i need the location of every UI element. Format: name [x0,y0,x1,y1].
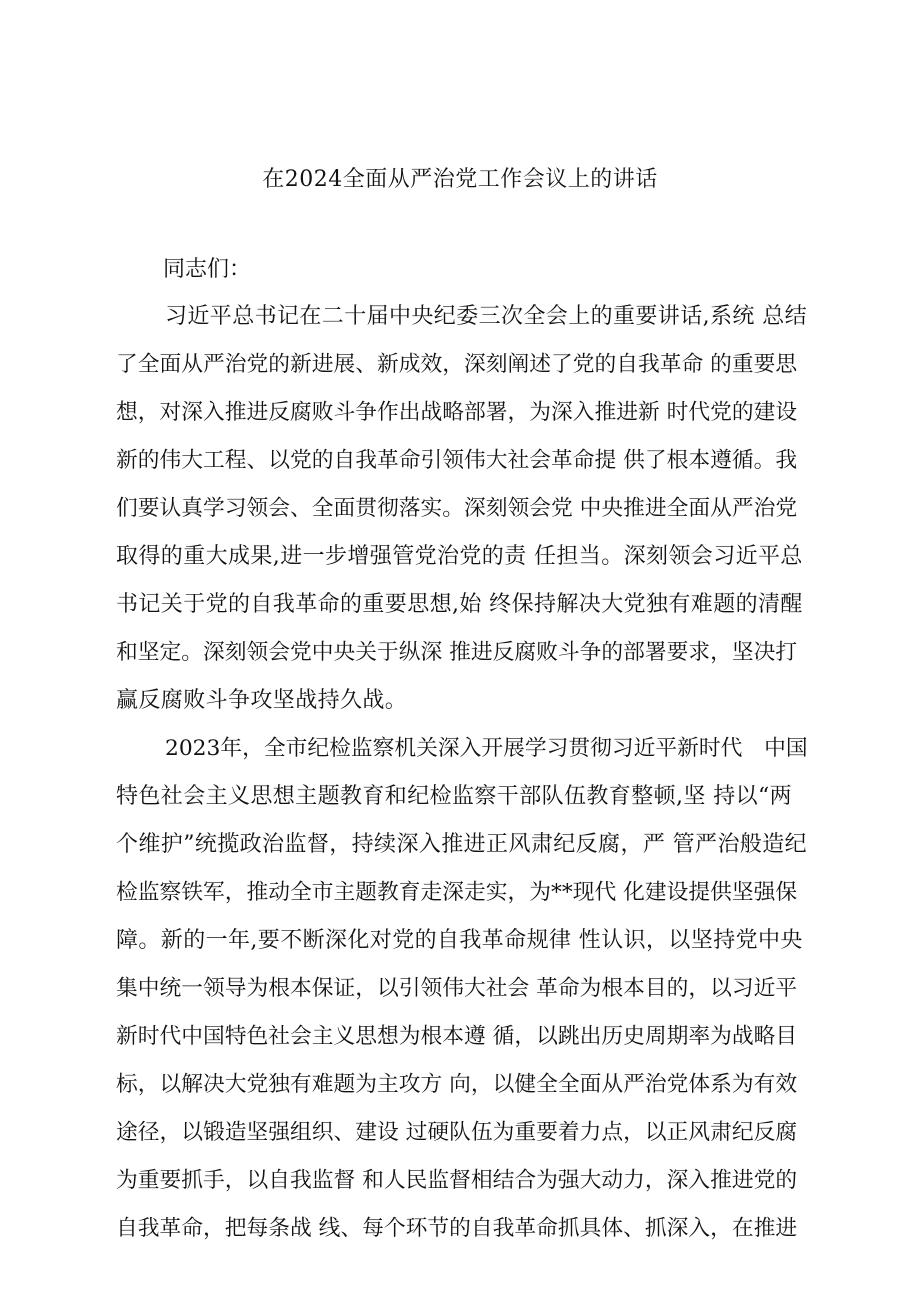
text-line: 集中统一领导为根本保证，以引领伟大社会 革命为根本目的，以习近平 [116,976,798,1001]
text-line: 书记关于党的自我革命的重要思想,始 终保持解决大党独有难题的清醒 [116,592,803,617]
salutation: 同志们： [163,257,252,282]
text-line: 新的伟大工程、以党的自我革命引领伟大社会革命提 供了根本遵循。我 [116,448,798,473]
text-line: 取得的重大成果,进一步增强管党治党的责 任担当。深刻领会习近平总 [116,544,803,569]
text-line: 新时代中国特色社会主义思想为根本遵 循，以跳出历史周期率为战略目 [116,1024,798,1049]
text-line: 想，对深入推进反腐败斗争作出战略部署，为深入推进新 时代党的建设 [116,400,798,425]
text-line: 和坚定。深刻领会党中央关于纵深 推进反腐败斗争的部署要求，坚决打 [116,640,798,665]
text-line: 途径，以锻造坚强组织、建设 过硬队伍为重要着力点，以正风肃纪反腐 [116,1120,798,1145]
text-line: 习近平总书记在二十届中央纪委三次全会上的重要讲话,系统 总结 [165,304,807,329]
text-line: 标，以解决大党独有难题为主攻方 向，以健全全面从严治党体系为有效 [116,1072,798,1097]
text-line: 检监察铁军，推动全市主题教育走深走实，为**现代 化建设提供坚强保 [116,880,798,905]
text-line: 为重要抓手，以自我监督 和人民监督相结合为强大动力，深入推进党的 [116,1168,798,1193]
text-line: 们要认真学习领会、全面贯彻落实。深刻领会党 中央推进全面从严治党 [116,496,798,521]
text-line: 2023年，全市纪检监察机关深入开展学习贯彻习近平新时代 中国 [165,736,808,761]
text-line: 了全面从严治党的新进展、新成效，深刻阐述了党的自我革命 的重要思 [116,352,798,377]
text-line: 自我革命，把每条战 线、每个环节的自我革命抓具体、抓深入，在推进 [116,1216,798,1241]
text-line: 赢反腐败斗争攻坚战持久战。 [116,688,408,713]
text-line: 特色社会主义思想主题教育和纪检监察干部队伍教育整顿,坚 持以“两 [116,784,793,809]
text-line: 障。新的一年,要不断深化对党的自我革命规律 性认识，以坚持党中央 [116,928,803,953]
document-title: 在2024全面从严治党工作会议上的讲话 [262,167,658,192]
text-line: 个维护”统揽政治监督，持续深入推进正风肃纪反腐，严 管严治般造纪 [116,832,808,857]
